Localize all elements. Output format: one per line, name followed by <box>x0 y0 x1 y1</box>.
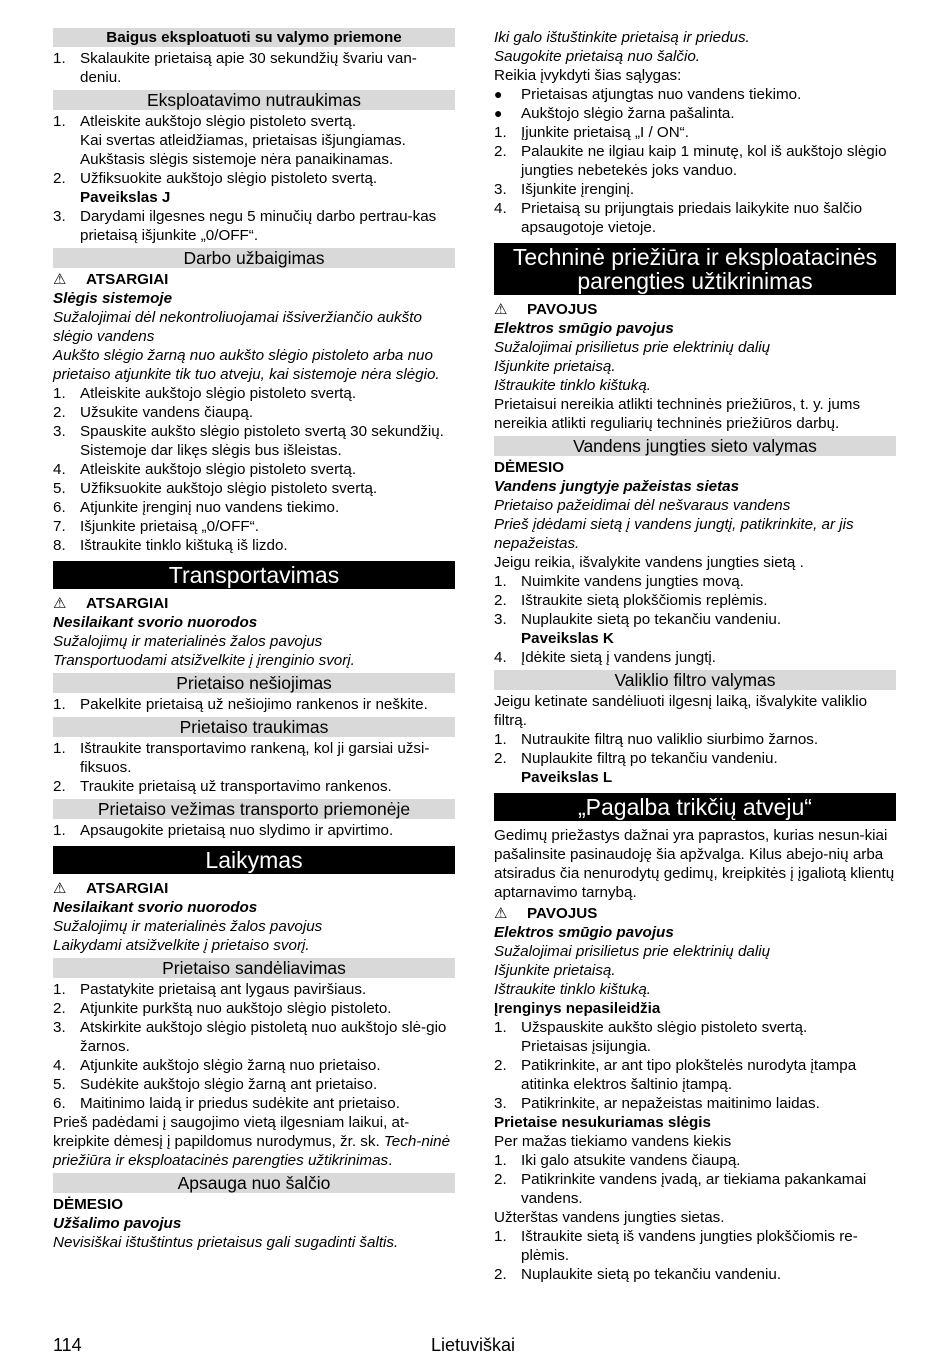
chapter-heading: Techninė priežiūra ir eksploatacinės parengties užtikrinimas <box>494 243 896 295</box>
list-item <box>53 403 455 422</box>
list-text: Nuimkite vandens jungties movą. <box>521 573 744 590</box>
list-text: Skalaukite prietaisą apie 30 sekundžių švariu van-deniu. <box>80 50 417 86</box>
paragraph <box>53 1113 455 1170</box>
list-item <box>494 730 896 749</box>
section-heading: Prietaiso sandėliavimas <box>53 958 455 978</box>
list-number: 1. <box>53 696 66 713</box>
hazard-title: Nesilaikant svorio nuorodos <box>53 899 258 916</box>
list-item <box>53 112 455 131</box>
list-item <box>494 648 896 667</box>
list-item <box>494 1151 896 1170</box>
section-heading: Prietaiso vežimas transporto priemonėje <box>53 799 455 819</box>
list-text: Patikrinkite, ar ant tipo plokštelės nurodyta įtampa atitinka elektros šaltinio įtampą. <box>521 1057 857 1093</box>
list-text: Išjunkite įrenginį. <box>521 181 635 198</box>
paragraph: Gedimų priežastys dažnai yra paprastos, kurias nesun-kiai pašalinsite pasinaudoję šia apžvalga. Kilus abejo-nių arba atsiradus čia nenurodytų gedimų, kreipkitės į įgaliotą klientų aptarnavimo tarnybą. <box>494 827 895 901</box>
list-item <box>53 1018 455 1056</box>
paragraph: Prietaisui nereikia atlikti techninės priežiūros, t. y. jums nereikia atlikti reguliarių techninės priežiūros darbų. <box>494 396 861 432</box>
bold-text: Prietaise nesukuriamas slėgis <box>494 1114 711 1131</box>
list-item <box>494 749 896 768</box>
warning-text: ATSARGIAI <box>86 880 169 897</box>
list-text: Patikrinkite vandens įvadą, ar tiekiama pakankamai vandens. <box>521 1171 867 1207</box>
list-text: Ištraukite sietą iš vandens jungties plokščiomis re-plėmis. <box>521 1228 858 1264</box>
italic-text: Ištraukite tinklo kištuką. <box>494 981 651 998</box>
list-number: 1. <box>494 1019 507 1036</box>
section-heading: Apsauga nuo šalčio <box>53 1173 455 1193</box>
list-number: 2. <box>53 170 66 187</box>
section-heading: Darbo užbaigimas <box>53 248 455 268</box>
list-text: Ištraukite transportavimo rankeną, kol ji garsiai užsi-fiksuos. <box>80 740 430 776</box>
italic-text: Išjunkite prietaisą. <box>494 962 616 979</box>
list-item <box>494 199 896 237</box>
list-text: Traukite prietaisą už transportavimo rankenos. <box>80 778 392 795</box>
list-item-note: Sistemoje dar likęs slėgis bus išleistas. <box>80 442 342 459</box>
right-column <box>494 28 896 1284</box>
list-number: 2. <box>494 592 507 609</box>
list-number: 1. <box>53 822 66 839</box>
list-item <box>53 536 455 555</box>
list-text: Iki galo atsukite vandens čiaupą. <box>521 1152 741 1169</box>
list-item <box>494 1056 896 1094</box>
list-item <box>53 169 455 188</box>
list-number: 1. <box>53 740 66 757</box>
paragraph: Per mažas tiekiamo vandens kiekis <box>494 1133 732 1150</box>
list-text: Ištraukite tinklo kištuką iš lizdo. <box>80 537 288 554</box>
section-heading: Valiklio filtro valymas <box>494 670 896 690</box>
italic-text: Sužalojimų ir materialinės žalos pavojus <box>53 633 323 650</box>
list-number: 1. <box>494 1152 507 1169</box>
list-number: 1. <box>494 573 507 590</box>
list-item <box>53 517 455 536</box>
list-number: 2. <box>53 1000 66 1017</box>
list-number: 1. <box>494 1228 507 1245</box>
paragraph: Užterštas vandens jungties sietas. <box>494 1209 725 1226</box>
list-item <box>53 498 455 517</box>
list-text: Atleiskite aukštojo slėgio pistoleto svertą. <box>80 461 357 478</box>
paragraph-text: Prieš padėdami į saugojimo vietą ilgesniam laikui, at-kreipkite dėmesį į papildomus nurodymus, žr. sk. <box>53 1114 410 1150</box>
warning-label <box>53 270 455 289</box>
list-number: 1. <box>494 124 507 141</box>
list-number: 3. <box>494 611 507 628</box>
left-column <box>53 28 455 1252</box>
italic-text: Nevisiškai ištuštintus prietaisus gali sugadinti šaltis. <box>53 1234 399 1251</box>
bold-text: Įrenginys nepasileidžia <box>494 1000 661 1017</box>
figure-reference: Paveikslas J <box>80 189 171 206</box>
page-number: 114 <box>53 1335 82 1355</box>
footer-language: Lietuviškai <box>431 1335 516 1355</box>
warning-text: PAVOJUS <box>527 905 598 922</box>
list-item-note: Prietaisas įsijungia. <box>521 1038 651 1055</box>
section-heading: Baigus eksploatuoti su valymo priemone <box>53 28 455 47</box>
list-text: Prietaisas atjungtas nuo vandens tiekimo. <box>521 86 802 103</box>
list-text: Sudėkite aukštojo slėgio žarną ant prietaiso. <box>80 1076 378 1093</box>
list-item <box>53 1056 455 1075</box>
list-text: Atjunkite aukštojo slėgio žarną nuo prietaiso. <box>80 1057 381 1074</box>
list-item <box>53 384 455 403</box>
bold-text: DĖMESIO <box>53 1196 124 1213</box>
list-number: 6. <box>53 499 66 516</box>
italic-text: Laikydami atsižvelkite į prietaiso svorį. <box>53 937 310 954</box>
list-item <box>494 610 896 629</box>
list-number: 2. <box>494 750 507 767</box>
bullet-dot-icon: ● <box>494 86 503 102</box>
list-item <box>494 591 896 610</box>
hazard-title: Slėgis sistemoje <box>53 290 173 307</box>
warning-text: PAVOJUS <box>527 301 598 318</box>
list-item <box>494 1094 896 1113</box>
list-text: Atleiskite aukštojo slėgio pistoleto svertą. <box>80 113 357 130</box>
list-item-note: Kai svertas atleidžiamas, prietaisas išjungiamas. Aukštasis slėgis sistemoje nėra panaikinamas. <box>80 132 406 168</box>
chapter-heading: Transportavimas <box>53 561 455 589</box>
list-text: Nutraukite filtrą nuo valiklio siurbimo žarnos. <box>521 731 819 748</box>
list-text: Darydami ilgesnes negu 5 minučių darbo pertrau-kas prietaisą išjunkite „0/OFF“. <box>80 208 437 244</box>
chapter-heading: Laikymas <box>53 846 455 874</box>
warning-triangle-icon: ⚠ <box>53 271 67 288</box>
list-text: Spauskite aukšto slėgio pistoleto svertą 30 sekundžių. <box>80 423 444 440</box>
list-text: Atskirkite aukštojo slėgio pistoletą nuo aukštojo slė-gio žarnos. <box>80 1019 447 1055</box>
list-number: 2. <box>53 778 66 795</box>
list-number: 3. <box>53 1019 66 1036</box>
list-number: 3. <box>53 208 66 225</box>
italic-text: Prietaiso pažeidimai dėl nešvaraus vandens <box>494 497 791 514</box>
list-item <box>53 739 455 777</box>
italic-text: Ištraukite tinklo kištuką. <box>494 377 651 394</box>
list-item <box>53 49 455 87</box>
list-number: 1. <box>53 50 66 67</box>
hazard-title: Užšalimo pavojus <box>53 1215 182 1232</box>
list-item <box>494 180 896 199</box>
warning-text: ATSARGIAI <box>86 595 169 612</box>
list-number: 1. <box>494 731 507 748</box>
list-item <box>494 1018 896 1037</box>
warning-label <box>53 879 455 898</box>
section-heading: Vandens jungties sieto valymas <box>494 436 896 456</box>
list-number: 4. <box>53 1057 66 1074</box>
list-text: Užspauskite aukšto slėgio pistoleto svertą. <box>521 1019 808 1036</box>
list-text: Aukštojo slėgio žarna pašalinta. <box>521 105 735 122</box>
paragraph: Reikia įvykdyti šias sąlygas: <box>494 67 682 84</box>
list-number: 7. <box>53 518 66 535</box>
warning-triangle-icon: ⚠ <box>53 880 67 897</box>
warning-label <box>494 904 896 923</box>
italic-text: Saugokite prietaisą nuo šalčio. <box>494 48 701 65</box>
list-item <box>494 572 896 591</box>
list-number: 2. <box>494 143 507 160</box>
warning-triangle-icon: ⚠ <box>53 595 67 612</box>
list-text: Užsukite vandens čiaupą. <box>80 404 254 421</box>
section-heading: Eksploatavimo nutraukimas <box>53 90 455 110</box>
list-number: 3. <box>494 1095 507 1112</box>
bullet-item <box>494 85 896 104</box>
list-item <box>53 777 455 796</box>
list-text: Atjunkite purkštą nuo aukštojo slėgio pistoleto. <box>80 1000 392 1017</box>
list-item <box>494 1170 896 1208</box>
chapter-heading: „Pagalba trikčių atveju“ <box>494 793 896 821</box>
list-text: Pakelkite prietaisą už nešiojimo rankenos ir neškite. <box>80 696 428 713</box>
list-text: Atjunkite įrenginį nuo vandens tiekimo. <box>80 499 340 516</box>
list-item <box>53 207 455 245</box>
list-number: 1. <box>53 113 66 130</box>
list-text: Pastatykite prietaisą ant lygaus paviršiaus. <box>80 981 367 998</box>
italic-text: Transportuodami atsižvelkite į įrenginio svorį. <box>53 652 355 669</box>
list-item <box>53 821 455 840</box>
list-text: Patikrinkite, ar nepažeistas maitinimo laidas. <box>521 1095 820 1112</box>
hazard-title: Nesilaikant svorio nuorodos <box>53 614 258 631</box>
list-number: 4. <box>494 200 507 217</box>
list-item <box>53 479 455 498</box>
list-text: Įdėkite sietą į vandens jungtį. <box>521 649 717 666</box>
list-number: 5. <box>53 480 66 497</box>
section-heading: Prietaiso nešiojimas <box>53 673 455 693</box>
list-number: 3. <box>53 423 66 440</box>
list-text: Nuplaukite sietą po tekančiu vandeniu. <box>521 611 782 628</box>
list-item <box>53 1094 455 1113</box>
figure-reference: Paveikslas K <box>521 630 614 647</box>
list-number: 1. <box>53 981 66 998</box>
list-text: Nuplaukite sietą po tekančiu vandeniu. <box>521 1266 782 1283</box>
italic-text: Sužalojimai dėl nekontroliuojamai išsiveržiančio aukšto slėgio vandens <box>53 309 422 345</box>
bullet-dot-icon: ● <box>494 105 503 121</box>
warning-triangle-icon: ⚠ <box>494 301 508 318</box>
list-text: Išjunkite prietaisą „0/OFF“. <box>80 518 259 535</box>
cross-reference: Tech-ninė priežiūra ir eksploatacinės parengties užtikrinimas <box>53 1133 451 1169</box>
list-item <box>53 999 455 1018</box>
list-text: Maitinimo laidą ir priedus sudėkite ant prietaiso. <box>80 1095 400 1112</box>
list-number: 3. <box>494 181 507 198</box>
figure-reference: Paveikslas L <box>521 769 613 786</box>
list-number: 2. <box>494 1057 507 1074</box>
list-number: 4. <box>494 649 507 666</box>
list-text: Prietaisą su prijungtais priedais laikykite nuo šalčio apsaugotoje vietoje. <box>521 200 863 236</box>
italic-text: Iki galo ištuštinkite prietaisą ir priedus. <box>494 29 750 46</box>
italic-text: Aukšto slėgio žarną nuo aukšto slėgio pistoleto arba nuo prietaiso atjunkite tik tuo atveju, kai sistemoje nėra slėgio. <box>53 347 440 383</box>
list-number: 1. <box>53 385 66 402</box>
warning-triangle-icon: ⚠ <box>494 905 508 922</box>
list-item <box>494 1227 896 1265</box>
list-item <box>494 123 896 142</box>
list-item <box>53 1075 455 1094</box>
list-text: Apsaugokite prietaisą nuo slydimo ir apvirtimo. <box>80 822 394 839</box>
list-text: Atleiskite aukštojo slėgio pistoleto svertą. <box>80 385 357 402</box>
list-number: 5. <box>53 1076 66 1093</box>
list-number: 6. <box>53 1095 66 1112</box>
list-item <box>53 460 455 479</box>
list-text: Užfiksuokite aukštojo slėgio pistoleto svertą. <box>80 480 378 497</box>
hazard-title: Vandens jungtyje pažeistas sietas <box>494 478 740 495</box>
italic-text: Sužalojimai prisilietus prie elektrinių dalių <box>494 943 771 960</box>
warning-text: ATSARGIAI <box>86 271 169 288</box>
list-text: Palaukite ne ilgiau kaip 1 minutę, kol iš aukštojo slėgio jungties nebetekės joks vanduo. <box>521 143 887 179</box>
warning-label <box>494 300 896 319</box>
list-number: 2. <box>53 404 66 421</box>
list-text: Nuplaukite filtrą po tekančiu vandeniu. <box>521 750 778 767</box>
list-number: 2. <box>494 1266 507 1283</box>
list-item <box>53 980 455 999</box>
section-heading: Prietaiso traukimas <box>53 717 455 737</box>
list-item <box>53 695 455 714</box>
list-item <box>494 142 896 180</box>
list-item <box>53 422 455 441</box>
paragraph-end: . <box>388 1152 393 1169</box>
italic-text: Išjunkite prietaisą. <box>494 358 616 375</box>
italic-text: Sužalojimai prisilietus prie elektrinių dalių <box>494 339 771 356</box>
bold-text: DĖMESIO <box>494 459 565 476</box>
italic-text: Prieš įdėdami sietą į vandens jungtį, patikrinkite, ar jis nepažeistas. <box>494 516 854 552</box>
list-text: Įjunkite prietaisą „I / ON“. <box>521 124 689 141</box>
italic-text: Sužalojimų ir materialinės žalos pavojus <box>53 918 323 935</box>
warning-label <box>53 594 455 613</box>
bullet-item <box>494 104 896 123</box>
hazard-title: Elektros smūgio pavojus <box>494 320 674 337</box>
list-text: Užfiksuokite aukštojo slėgio pistoleto svertą. <box>80 170 378 187</box>
list-item <box>494 1265 896 1284</box>
list-number: 4. <box>53 461 66 478</box>
list-number: 8. <box>53 537 66 554</box>
paragraph: Jeigu reikia, išvalykite vandens jungties sietą . <box>494 554 804 571</box>
list-text: Ištraukite sietą plokščiomis replėmis. <box>521 592 768 609</box>
paragraph: Jeigu ketinate sandėliuoti ilgesnį laiką, išvalykite valiklio filtrą. <box>494 693 868 729</box>
list-number: 2. <box>494 1171 507 1188</box>
hazard-title: Elektros smūgio pavojus <box>494 924 674 941</box>
